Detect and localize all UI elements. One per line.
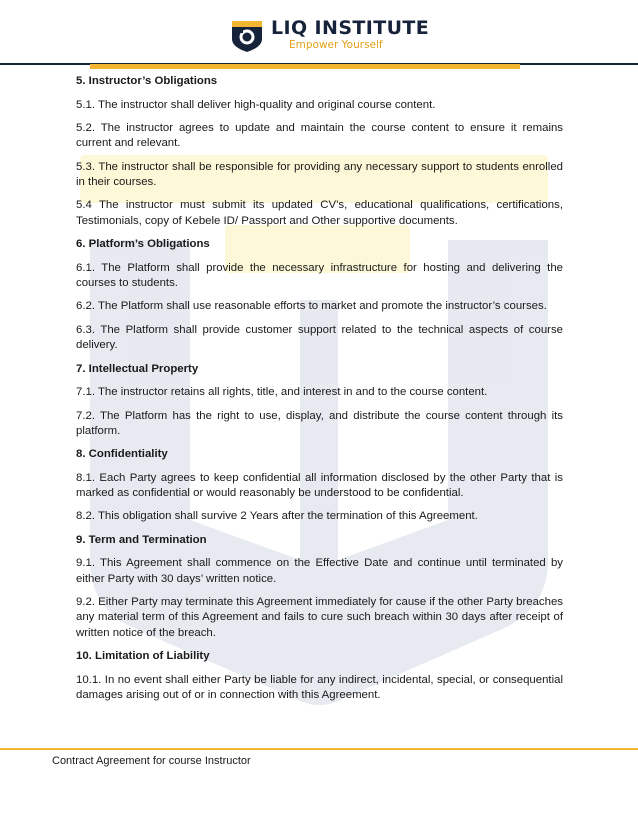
clause: 9.2. Either Party may terminate this Agreement immediately for cause if the other Party breaches any material term of this Agreement and fails to cure such breach within 30 days after receipt of written notice of the breach. xyxy=(76,596,563,639)
section-intellectual-property xyxy=(76,362,563,439)
page-header xyxy=(0,0,638,72)
clause: 6.2. The Platform shall use reasonable efforts to market and promote the instructor’s courses. xyxy=(76,300,547,313)
clause: 5.4 The instructor must submit its updated CV’s, educational qualifications, certifications, Testimonials, copy of Kebele ID/ Passport and Other supportive documents. xyxy=(76,199,563,227)
section-limitation-liability xyxy=(76,649,563,703)
section-heading: 5. Instructor’s Obligations xyxy=(76,75,218,87)
clause: 5.2. The instructor agrees to update and maintain the course content to ensure it remains current and relevant. xyxy=(76,122,563,150)
clause: 10.1. In no event shall either Party be liable for any indirect, incidental, special, or consequential damages arising out of or in connection with this Agreement. xyxy=(76,673,563,701)
footer-text: Contract Agreement for course Instructor xyxy=(52,755,251,767)
clause: 5.3. The instructor shall be responsible for providing any necessary support to students enrolled in their courses. xyxy=(76,160,563,188)
clause: 7.1. The instructor retains all rights, title, and interest in and to the course content. xyxy=(76,386,488,399)
clause: 6.1. The Platform shall provide the necessary infrastructure for hosting and delivering the courses to students. xyxy=(76,261,563,289)
section-heading: 7. Intellectual Property xyxy=(76,362,199,375)
section-confidentiality xyxy=(76,447,563,524)
clause: 5.1. The instructor shall deliver high-quality and original course content. xyxy=(76,98,436,111)
clause: 6.3. The Platform shall provide customer support related to the technical aspects of course delivery. xyxy=(76,323,563,352)
footer-divider xyxy=(0,748,638,750)
clause: 8.2. This obligation shall survive 2 Years after the termination of this Agreement. xyxy=(76,510,478,523)
brand-tagline: Empower Yourself xyxy=(289,39,383,51)
section-heading: 10. Limitation of Liability xyxy=(76,650,210,663)
shield-icon xyxy=(229,17,265,53)
section-instructor-obligations xyxy=(76,74,563,229)
clause: 7.2. The Platform has the right to use, display, and distribute the course content through its platform. xyxy=(76,409,563,437)
section-heading: 9. Term and Termination xyxy=(76,533,207,546)
section-platform-obligations xyxy=(76,237,563,353)
section-heading: 6. Platform’s Obligations xyxy=(76,238,210,251)
section-term-termination xyxy=(76,533,563,641)
header-accent-bar xyxy=(90,64,520,69)
clause: 9.1. This Agreement shall commence on the Effective Date and continue until terminated by either Party with 30 days’ written notice. xyxy=(76,557,563,585)
document-body xyxy=(76,74,563,711)
brand-logo xyxy=(229,15,429,55)
section-heading: 8. Confidentiality xyxy=(76,448,168,461)
brand-name: LIQ INSTITUTE xyxy=(271,17,430,39)
clause: 8.1. Each Party agrees to keep confidential all information disclosed by the other Party that is marked as confidential or would reasonably be understood to be confidential. xyxy=(76,471,563,499)
